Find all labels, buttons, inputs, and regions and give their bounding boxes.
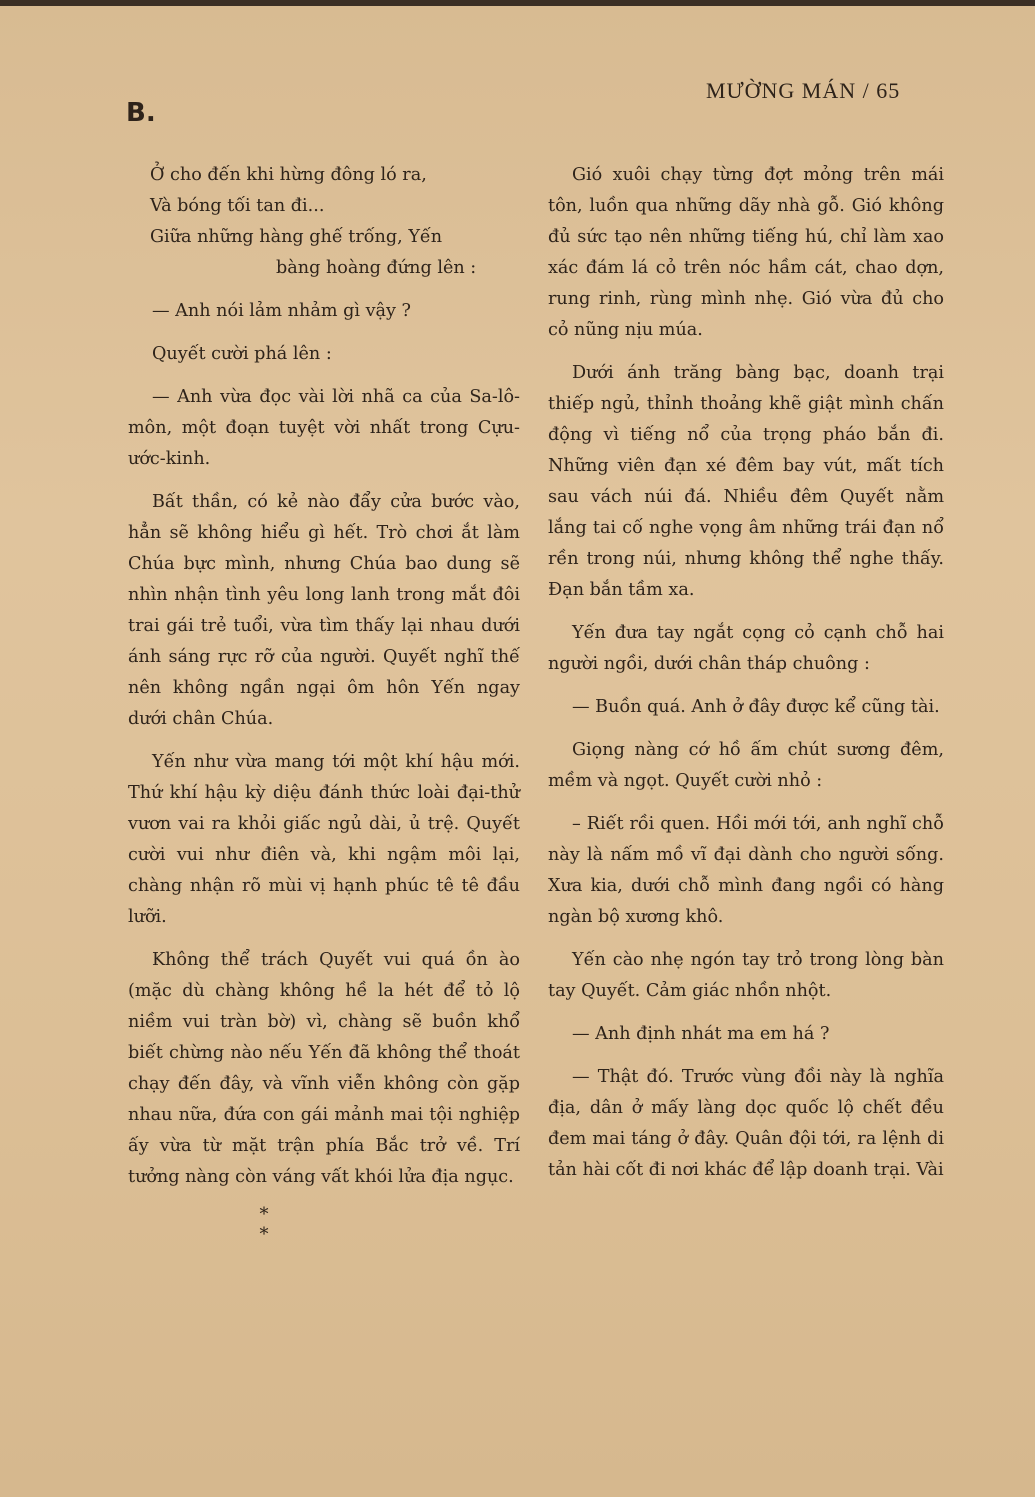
paragraph: Yến đưa tay ngắt cọng cỏ cạnh chỗ hai người ngồi, dưới chân tháp chuông : bbox=[548, 623, 944, 674]
right-column bbox=[548, 160, 944, 1198]
left-column bbox=[128, 160, 520, 1245]
verse-line: Và bóng tối tan đi... bbox=[150, 196, 325, 216]
running-header: MƯỜNG MÁN / 65 bbox=[706, 78, 901, 103]
dialogue-paragraph: — Anh định nhát ma em há ? bbox=[572, 1024, 830, 1044]
paragraph: Gió xuôi chạy từng đợt mỏng trên mái tôn, luồn qua những dãy nhà gỗ. Gió không đủ sức tạo nên những tiếng hú, chỉ làm xao xác đám lá cỏ trên nóc hầm cát, chao dợn, rung rinh, rùng mình nhẹ. Gió vừa đủ cho cỏ nũng nịu múa. bbox=[548, 165, 944, 340]
paragraph: Không thể trách Quyết vui quá ồn ào (mặc dù chàng không hề la hét để tỏ lộ niềm vui tràn bờ) vì, chàng sẽ buồn khổ biết chừng nào nếu Yến đã không thể thoát chạy đến đây, và vĩnh viễn không còn gặp nhau nữa, đứa con gái mảnh mai tội nghiệp ấy vừa từ mặt trận phía Bắc trở về. Trí tưởng nàng còn váng vất khói lửa địa ngục. bbox=[128, 950, 520, 1187]
paragraph: Yến như vừa mang tới một khí hậu mới. Thứ khí hậu kỳ diệu đánh thức loài đại-thử vươn vai ra khỏi giấc ngủ dài, ủ trệ. Quyết cười vui như điên và, khi ngậm môi lại, chàng nhận rõ mùi vị hạnh phúc tê tê đầu lưỡi. bbox=[128, 752, 520, 927]
paragraph: Bất thần, có kẻ nào đẩy cửa bước vào, hẳn sẽ không hiểu gì hết. Trò chơi ắt làm Chúa bực mình, nhưng Chúa bao dung sẽ nhìn nhận tình yêu long lanh trong mắt đôi trai gái trẻ tuổi, vừa tìm thấy lại nhau dưới ánh sáng rực rỡ của người. Quyết nghĩ thế nên không ngần ngại ôm hôn Yến ngay dưới chân Chúa. bbox=[128, 492, 520, 729]
dialogue-paragraph: — Thật đó. Trước vùng đồi này là nghĩa địa, dân ở mấy làng dọc quốc lộ chết đều đem mai táng ở đây. Quân đội tới, ra lệnh di tản hài cốt đi nơi khác để lập doanh trại. Vài bbox=[548, 1067, 944, 1180]
asterism: * * bbox=[259, 1204, 269, 1245]
paragraph: Yến cào nhẹ ngón tay trỏ trong lòng bàn tay Quyết. Cảm giác nhồn nhột. bbox=[548, 950, 944, 1001]
dialogue-paragraph: — Anh nói lảm nhảm gì vậy ? bbox=[152, 301, 411, 321]
signature-mark: B. bbox=[126, 98, 156, 128]
dialogue-paragraph: — Anh vừa đọc vài lời nhã ca của Sa-lô-môn, một đoạn tuyệt vời nhất trong Cựu-ước-kinh. bbox=[128, 387, 520, 469]
dialogue-paragraph: – Riết rồi quen. Hồi mới tới, anh nghĩ chỗ này là nấm mồ vĩ đại dành cho người sống. Xưa kia, dưới chỗ mình đang ngồi có hàng ngàn bộ xương khô. bbox=[548, 814, 944, 927]
section-separator bbox=[128, 1205, 520, 1245]
verse-line: Giữa những hàng ghế trống, Yến bbox=[150, 227, 443, 247]
dialogue-paragraph: — Buồn quá. Anh ở đây được kể cũng tài. bbox=[572, 697, 940, 717]
paragraph: Quyết cười phá lên : bbox=[152, 344, 332, 364]
paragraph: Giọng nàng cớ hồ ấm chút sương đêm, mềm và ngọt. Quyết cười nhỏ : bbox=[548, 740, 944, 791]
page-top-edge bbox=[0, 0, 1035, 6]
verse-line: Ở cho đến khi hừng đông ló ra, bbox=[150, 165, 427, 185]
paragraph: Dưới ánh trăng bàng bạc, doanh trại thiếp ngủ, thỉnh thoảng khẽ giật mình chấn động vì tiếng nổ của trọng pháo bắn đi. Những viên đạn xé đêm bay vút, mất tích sau vách núi đá. Nhiều đêm Quyết nằm lắng tai cố nghe vọng âm những trái đạn nổ rền trong núi, nhưng không thể nghe thấy. Đạn bắn tầm xa. bbox=[548, 363, 944, 600]
verse-line: bàng hoàng đứng lên : bbox=[276, 258, 477, 278]
